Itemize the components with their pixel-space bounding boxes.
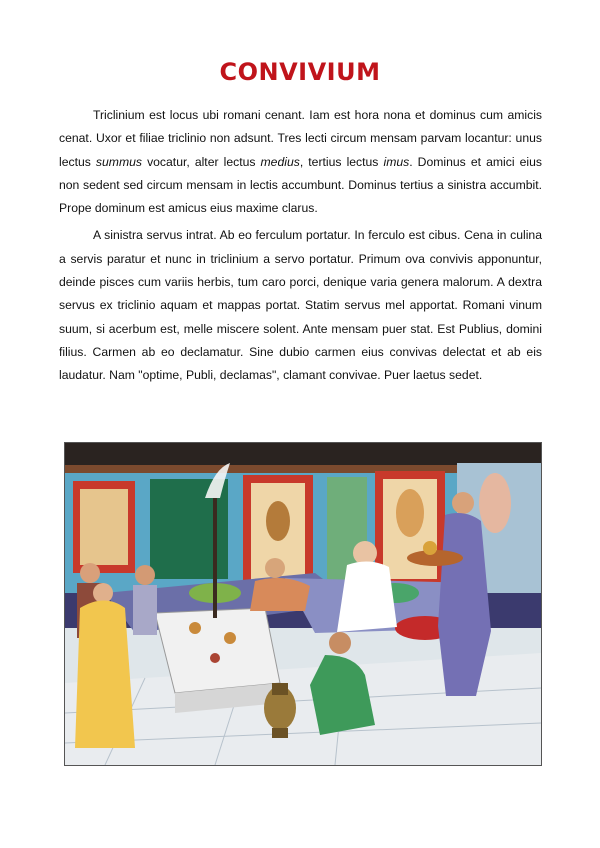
banquet-illustration [64, 442, 542, 766]
banquet-scene [65, 443, 541, 765]
p1-part2: vocatur, alter lectus [141, 154, 261, 169]
p1-medius: medius [260, 154, 300, 169]
body-text [59, 104, 542, 392]
p1-imus: imus [383, 154, 410, 169]
p1-part3: , tertius lectus [299, 154, 384, 169]
paragraph-1 [59, 104, 542, 220]
paragraph-2: A sinistra servus intrat. Ab eo ferculum portatur. In ferculo est cibus. Cena in culina a servis paratur et nunc in triclinium a servo portatur. Primum ova convivis apponuntur, deinde pisces cum variis herbis, tum caro porci, denique varia genera malorum. A dextra servus ex triclinio aquam et mappas portat. Statim servus mel apportat. Romani vinum suum, si acerbum est, melle miscere solent. Ante mensam puer stat. Est Publius, domini filius. Carmen ab eo declamatur. Sine dubio carmen eius convivas delectat et ab eis laudatur. Nam "optime, Publi, declamas", clamant convivae. Puer laetus sedet. [59, 228, 542, 383]
p1-part4: . Dominus et amici eius non sedent sed circum mensam in lectis accumbunt. Dominus tertius a sinistra accumbit. Prope dominum est amicus eius maxime clarus. [59, 154, 542, 216]
p1-part1: Triclinium est locus ubi romani cenant. Iam est hora nona et dominus cum amicis cenat. Uxor et filiae triclinio non adsunt. Tres lecti circum mensam parvam locantur: unus lectus [59, 108, 542, 169]
p1-summus: summus [95, 154, 142, 169]
page-title: CONVIVIUM [219, 58, 381, 86]
